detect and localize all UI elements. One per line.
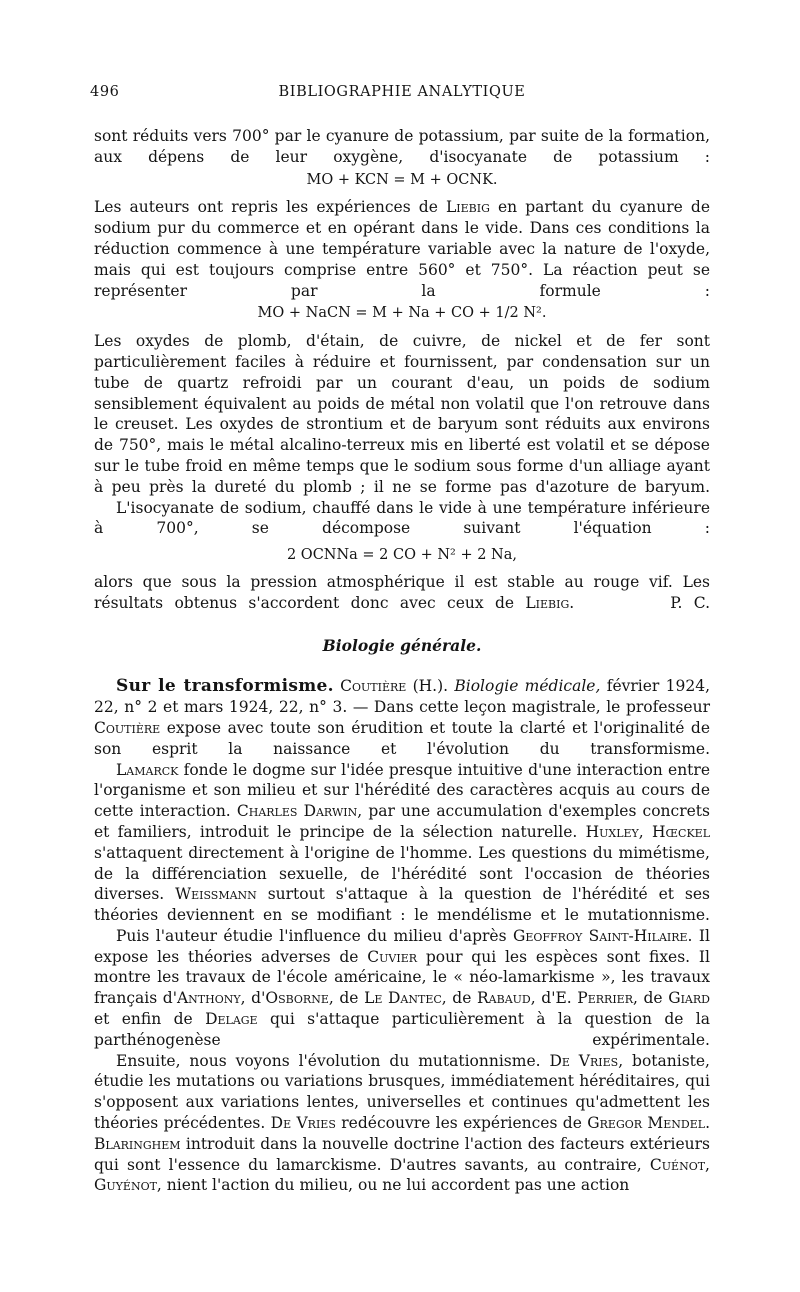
review-p3-text-f: de — [452, 989, 472, 1008]
review-paragraph-3 — [94, 926, 710, 1051]
section-title: Biologie générale. — [322, 635, 482, 655]
chem-p5-text: alors que sous la pression atmosphérique il est stable au rouge vif. Les résultats obtenus s'accordent donc avec ceux de — [94, 572, 710, 612]
formula-2: MO + NaCN = M + Na + CO + 1/2 N². — [257, 305, 547, 322]
review-paragraph-1 — [94, 676, 710, 759]
chem-paragraph-4 — [94, 498, 710, 540]
review-p4-text-c: redécouvre les expériences de — [341, 1114, 582, 1133]
reviewer-initials: P. C. — [670, 593, 710, 612]
article-title: Sur le transformisme. — [116, 676, 334, 697]
journal-name: Biologie médicale, — [454, 677, 601, 696]
review-paragraph-4 — [94, 1051, 710, 1197]
author-liebig: Liebig — [445, 198, 490, 217]
author-cuvier: Cuvier — [367, 947, 418, 966]
review-p3-text-b: Il expose les théories adverses de — [94, 926, 710, 966]
author-huxley: Huxley, — [585, 822, 644, 841]
review-p2-text-d: surtout s'attaque à la question de l'hérédité et ses théories deviennent en se modifiant : le mendélisme et le mutationnisme. — [94, 885, 710, 925]
author-geoffroy: Geoffroy Saint-Hilaire. — [512, 926, 693, 945]
chem-p2-text-a: Les auteurs ont repris les expériences de — [94, 198, 438, 217]
review-p3-text-i: et enfin de — [94, 1010, 193, 1029]
author-rabaud: Rabaud, — [477, 989, 536, 1008]
chem-paragraph-5 — [94, 572, 710, 614]
page — [90, 84, 711, 1196]
formula-3: 2 OCNNa = 2 CO + N² + 2 Na, — [286, 547, 518, 564]
author-de-vries-2: De Vries — [270, 1114, 336, 1133]
formula-1: MO + KCN = M + OCNK. — [306, 171, 498, 188]
author-lamarck: Lamarck — [116, 760, 179, 779]
page-body — [94, 126, 710, 1196]
chem-paragraph-3 — [94, 331, 710, 497]
author-cuenot: Cuénot, — [649, 1155, 710, 1174]
article-author: Coutière — [340, 677, 407, 696]
author-giard: Giard — [668, 989, 710, 1008]
author-blaringhem: Blaringhem — [94, 1134, 181, 1153]
author-coutiere: Coutière — [94, 718, 161, 737]
page-header — [90, 84, 710, 106]
review-p3-text-c: pour qui les espèces sont fixes. Il montre les travaux de l'école américaine, le « néo-lamarkisme », les travaux français d' — [94, 947, 710, 1008]
review-p4-text-d: introduit dans la nouvelle doctrine l'action des facteurs extérieurs qui sont l'essence du lamarckisme. D'autres savants, au contraire, — [94, 1134, 710, 1174]
page-number: 496 — [90, 84, 120, 100]
review-p1-text: expose avec toute son érudition et toute la clarté et l'originalité de son esprit la naissance et l'évolution du transformisme. — [94, 718, 710, 758]
author-de-vries: De Vries, — [549, 1051, 624, 1070]
author-darwin: Charles Darwin, — [236, 802, 363, 821]
author-haeckel: Hœckel — [652, 822, 711, 841]
author-guyenot: Guyénot, — [94, 1176, 162, 1195]
review-p3-text-a: Puis l'auteur étudie l'influence du milieu d'après — [116, 926, 507, 945]
author-perrier: Perrier, — [577, 989, 638, 1008]
running-title: BIBLIOGRAPHIE ANALYTIQUE — [278, 84, 526, 100]
author-osborne: Osborne, — [265, 989, 334, 1008]
author-anthony: Anthony, — [176, 989, 246, 1008]
author-liebig-2: Liebig. — [525, 593, 575, 612]
chem-p3-text: Les oxydes de plomb, d'étain, de cuivre, de nickel et de fer sont particulièrement faciles à réduire et fournissent, par condensation sur un tube de quartz refroidi par un courant d'eau, un poids de sodium sensiblement équivalent au poids de métal non volatil que l'on retrouve dans le creuset. Les oxydes de strontium et de baryum sont réduits aux environs de 750°, mais le métal alcalino-terreux mis en liberté est volatil et se dépose sur le tube froid en même temps que le sodium sous forme d'un alliage ayant à peu près la dureté du plomb ; il ne se forme pas d'azoture de baryum. — [94, 332, 710, 496]
journal-reference: février 1924, 22, n° 2 et mars 1924, 22, n° 3. — Dans cette leçon magistrale, le professeur — [94, 677, 710, 717]
author-le-dantec: Le Dantec, — [364, 989, 447, 1008]
review-p2-text-c: s'attaquent directement à l'origine de l'homme. Les questions du mimétisme, de la différenciation sexuelle, de l'hérédité sont l'occasion de théories diverses. — [94, 843, 710, 904]
review-paragraph-2 — [94, 760, 710, 926]
review-p2-text-a: fonde le dogme sur l'idée presque intuitive d'une interaction entre l'organisme et son milieu et sur l'hérédité des caractères acquis au cours de cette interaction. — [94, 760, 710, 821]
author-mendel: Gregor Mendel. — [587, 1114, 711, 1133]
review-p4-text-a: Ensuite, nous voyons l'évolution du mutationnisme. — [116, 1051, 541, 1070]
chem-paragraph-2 — [94, 197, 710, 301]
review-p4-text-e: nient l'action du milieu, ou ne lui accordent pas une action — [166, 1176, 630, 1195]
chem-p1-text: sont réduits vers 700° par le cyanure de potassium, par suite de la formation, aux dépens de leur oxygène, d'isocyanate de potassium : — [94, 127, 710, 166]
review-p3-text-d: d' — [251, 989, 266, 1008]
author-delage: Delage — [205, 1010, 258, 1029]
chem-p4-text: L'isocyanate de sodium, chauffé dans le vide à une température inférieure à 700°, se décompose suivant l'équation : — [94, 498, 710, 538]
review-p3-text-h: de — [643, 989, 663, 1008]
review-p3-text-g: d'E. — [541, 989, 572, 1008]
review-p4-text-b: botaniste, étudie les mutations ou variations brusques, immédiatement héréditaires, qui s'opposent aux variations lentes, universelles et continues qu'admettent les théories précédentes. — [94, 1051, 710, 1133]
chem-paragraph-1 — [94, 126, 710, 168]
article-author-initial: (H.). — [412, 677, 449, 696]
review-p2-text-b: par une accumulation d'exemples concrets et familiers, introduit le principe de la sélection naturelle. — [94, 802, 710, 841]
author-weissmann: Weissmann — [175, 885, 257, 904]
review-p3-text-j: qui s'attaque particulièrement à la question de la parthénogenèse expérimentale. — [94, 1010, 710, 1049]
chem-p2-text-b: en partant du cyanure de sodium pur du commerce et en opérant dans le vide. Dans ces conditions la réduction commence à une température variable avec la nature de l'oxyde, mais qui est toujours comprise entre 560° et 750°. La réaction peut se représenter par la formule : — [94, 198, 711, 300]
review-p3-text-e: de — [339, 989, 359, 1008]
